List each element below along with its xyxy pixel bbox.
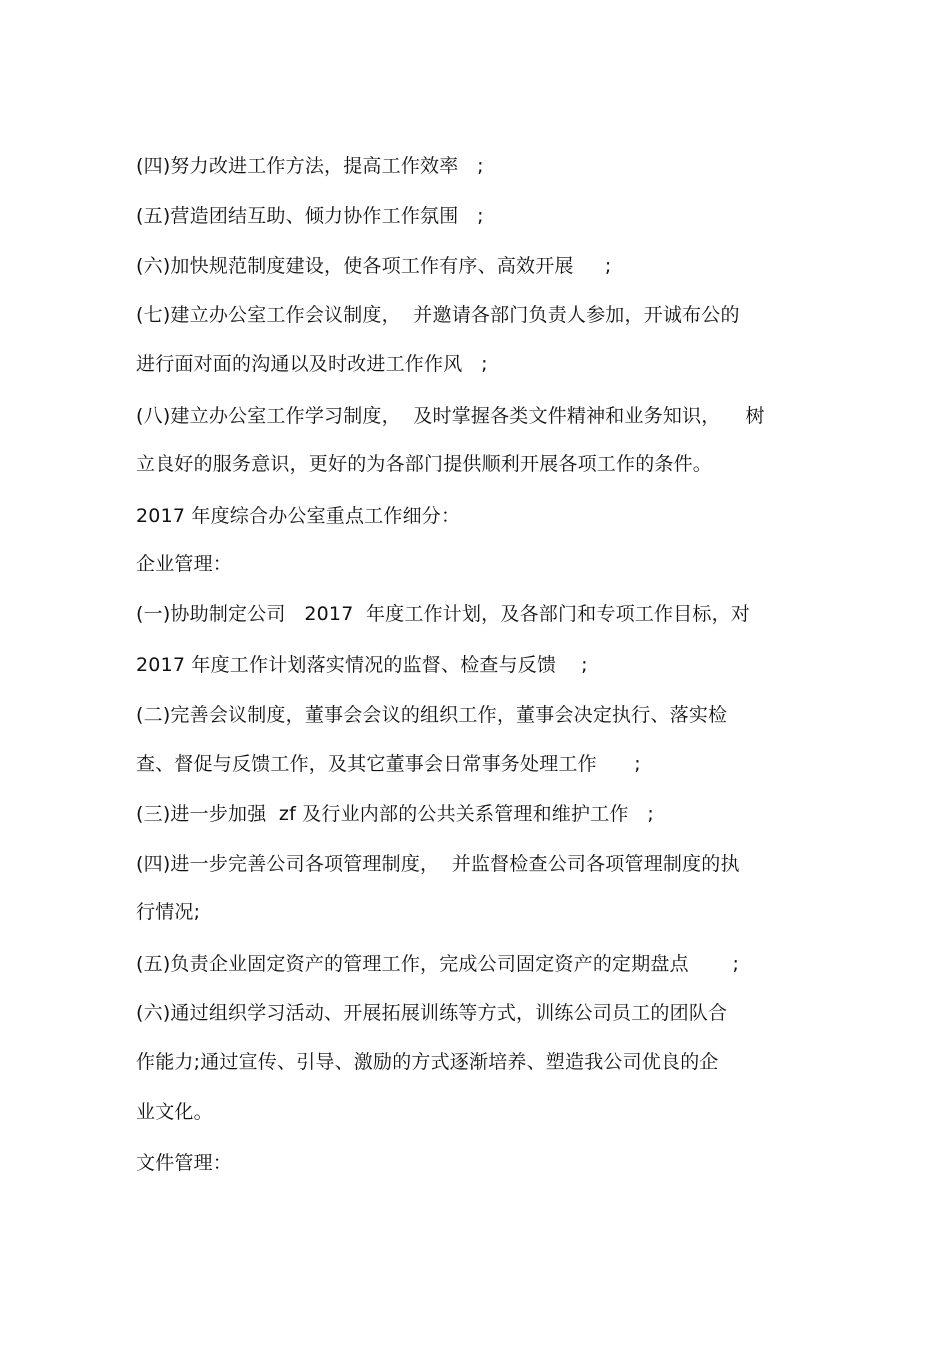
text-line: 查、督促与反馈工作，及其它董事会日常事务处理工作 ; <box>136 753 641 775</box>
text-line: 作能力;通过宣传、引导、激励的方式逐渐培养、塑造我公司优良的企 <box>136 1051 719 1073</box>
text-line: 业文化。 <box>136 1101 213 1123</box>
section-heading: 企业管理： <box>136 553 233 575</box>
text-line: (四)进一步完善公司各项管理制度， 并监督检查公司各项管理制度的执 <box>136 853 740 875</box>
text-line: (四)努力改进工作方法，提高工作效率 ; <box>136 155 484 177</box>
text-line: (六)加快规范制度建设，使各项工作有序、高效开展 ; <box>136 255 612 277</box>
text-line: 行情况; <box>136 901 201 923</box>
text-line: 进行面对面的沟通以及时改进工作作风 ; <box>136 353 488 375</box>
text-line: (五)负责企业固定资产的管理工作，完成公司固定资产的定期盘点 ; <box>136 953 740 975</box>
section-heading: 文件管理： <box>136 1152 233 1174</box>
text-line: (八)建立办公室工作学习制度， 及时掌握各类文件精神和业务知识， 树 <box>136 405 765 427</box>
text-line: (二)完善会议制度，董事会会议的组织工作，董事会决定执行、落实检 <box>136 704 728 726</box>
text-line: 立良好的服务意识，更好的为各部门提供顺利开展各项工作的条件。 <box>136 453 713 475</box>
section-heading: 2017 年度综合办公室重点工作细分： <box>136 505 461 527</box>
text-line: 2017 年度工作计划落实情况的监督、检查与反馈 ; <box>136 654 588 676</box>
text-line: (六)通过组织学习活动、开展拓展训练等方式，训练公司员工的团队合 <box>136 1002 728 1024</box>
text-line: (三)进一步加强 zf 及行业内部的公共关系管理和维护工作 ; <box>136 803 654 825</box>
text-line: (一)协助制定公司 2017 年度工作计划，及各部门和专项工作目标，对 <box>136 603 750 625</box>
text-line: (七)建立办公室工作会议制度， 并邀请各部门负责人参加，开诚布公的 <box>136 304 740 326</box>
text-line: (五)营造团结互助、倾力协作工作氛围 ; <box>136 205 484 227</box>
